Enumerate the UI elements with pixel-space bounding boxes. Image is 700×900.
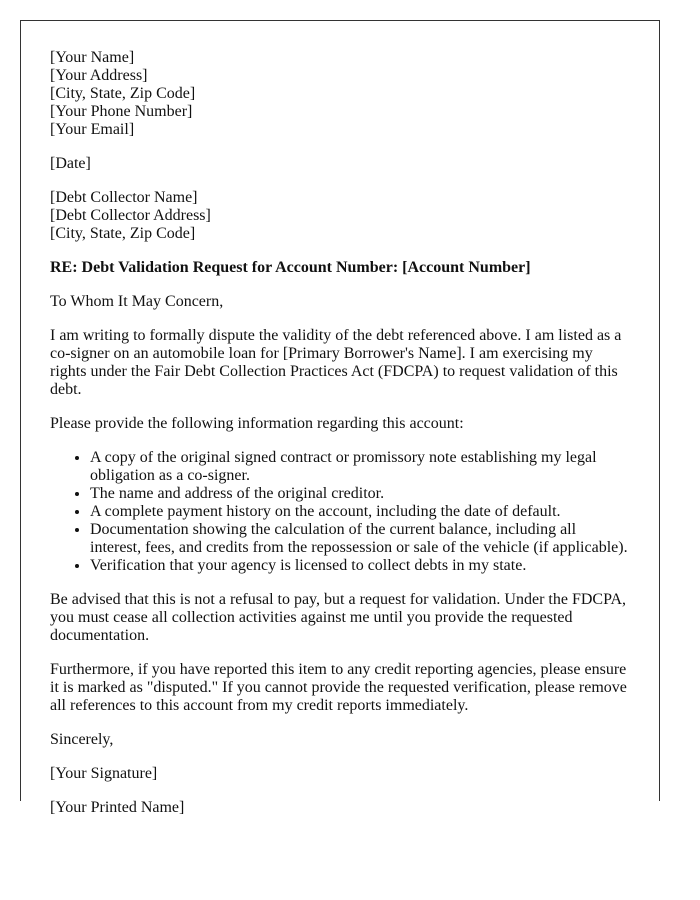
intro-paragraph: I am writing to formally dispute the validity of the debt referenced above. I am listed as a co-signer on an automobile loan for [Primary Borrower's Name]. I am exercising my rights under the Fair Debt Collection Practices Act (FDCPA) to request validation of this debt. (50, 327, 622, 398)
salutation: To Whom It May Concern, (50, 293, 224, 310)
list-item: • Verification that your agency is licensed to collect debts in my state. (90, 557, 630, 575)
recipient-city-state-zip: [City, State, Zip Code] (50, 225, 196, 242)
sender-email: [Your Email] (50, 121, 135, 138)
request-lead-paragraph: Please provide the following information regarding this account: (50, 415, 464, 432)
list-item: • A complete payment history on the account, including the date of default. (90, 503, 630, 521)
list-item: • Documentation showing the calculation of the current balance, including all interest, fees, and credits from the repossession or sale of the vehicle (if applicable). (90, 521, 630, 557)
letter-date: [Date] (50, 155, 91, 172)
list-item: • The name and address of the original creditor. (90, 485, 630, 503)
sender-city-state-zip: [City, State, Zip Code] (50, 85, 196, 102)
recipient-name: [Debt Collector Name] (50, 189, 198, 206)
printed-name: [Your Printed Name] (50, 799, 185, 816)
list-item: • A copy of the original signed contract or promissory note establishing my legal obligation as a co-signer. (90, 449, 630, 485)
letter-document (20, 20, 660, 816)
recipient-block (50, 189, 630, 243)
sender-name: [Your Name] (50, 49, 135, 66)
signature: [Your Signature] (50, 765, 158, 782)
sender-phone: [Your Phone Number] (50, 103, 193, 120)
recipient-address: [Debt Collector Address] (50, 207, 211, 224)
closing: Sincerely, (50, 731, 114, 748)
request-list (50, 449, 630, 575)
sender-address: [Your Address] (50, 67, 148, 84)
sender-block (50, 49, 630, 139)
credit-reporting-paragraph: Furthermore, if you have reported this item to any credit reporting agencies, please ensure it is marked as "disputed." If you cannot provide the requested verification, please remove all references to this account from my credit reports immediately. (50, 661, 627, 714)
subject-line: RE: Debt Validation Request for Account Number: [Account Number] (50, 259, 531, 276)
advisory-paragraph: Be advised that this is not a refusal to pay, but a request for validation. Under the FDCPA, you must cease all collection activities against me until you provide the requested documentation. (50, 591, 627, 644)
